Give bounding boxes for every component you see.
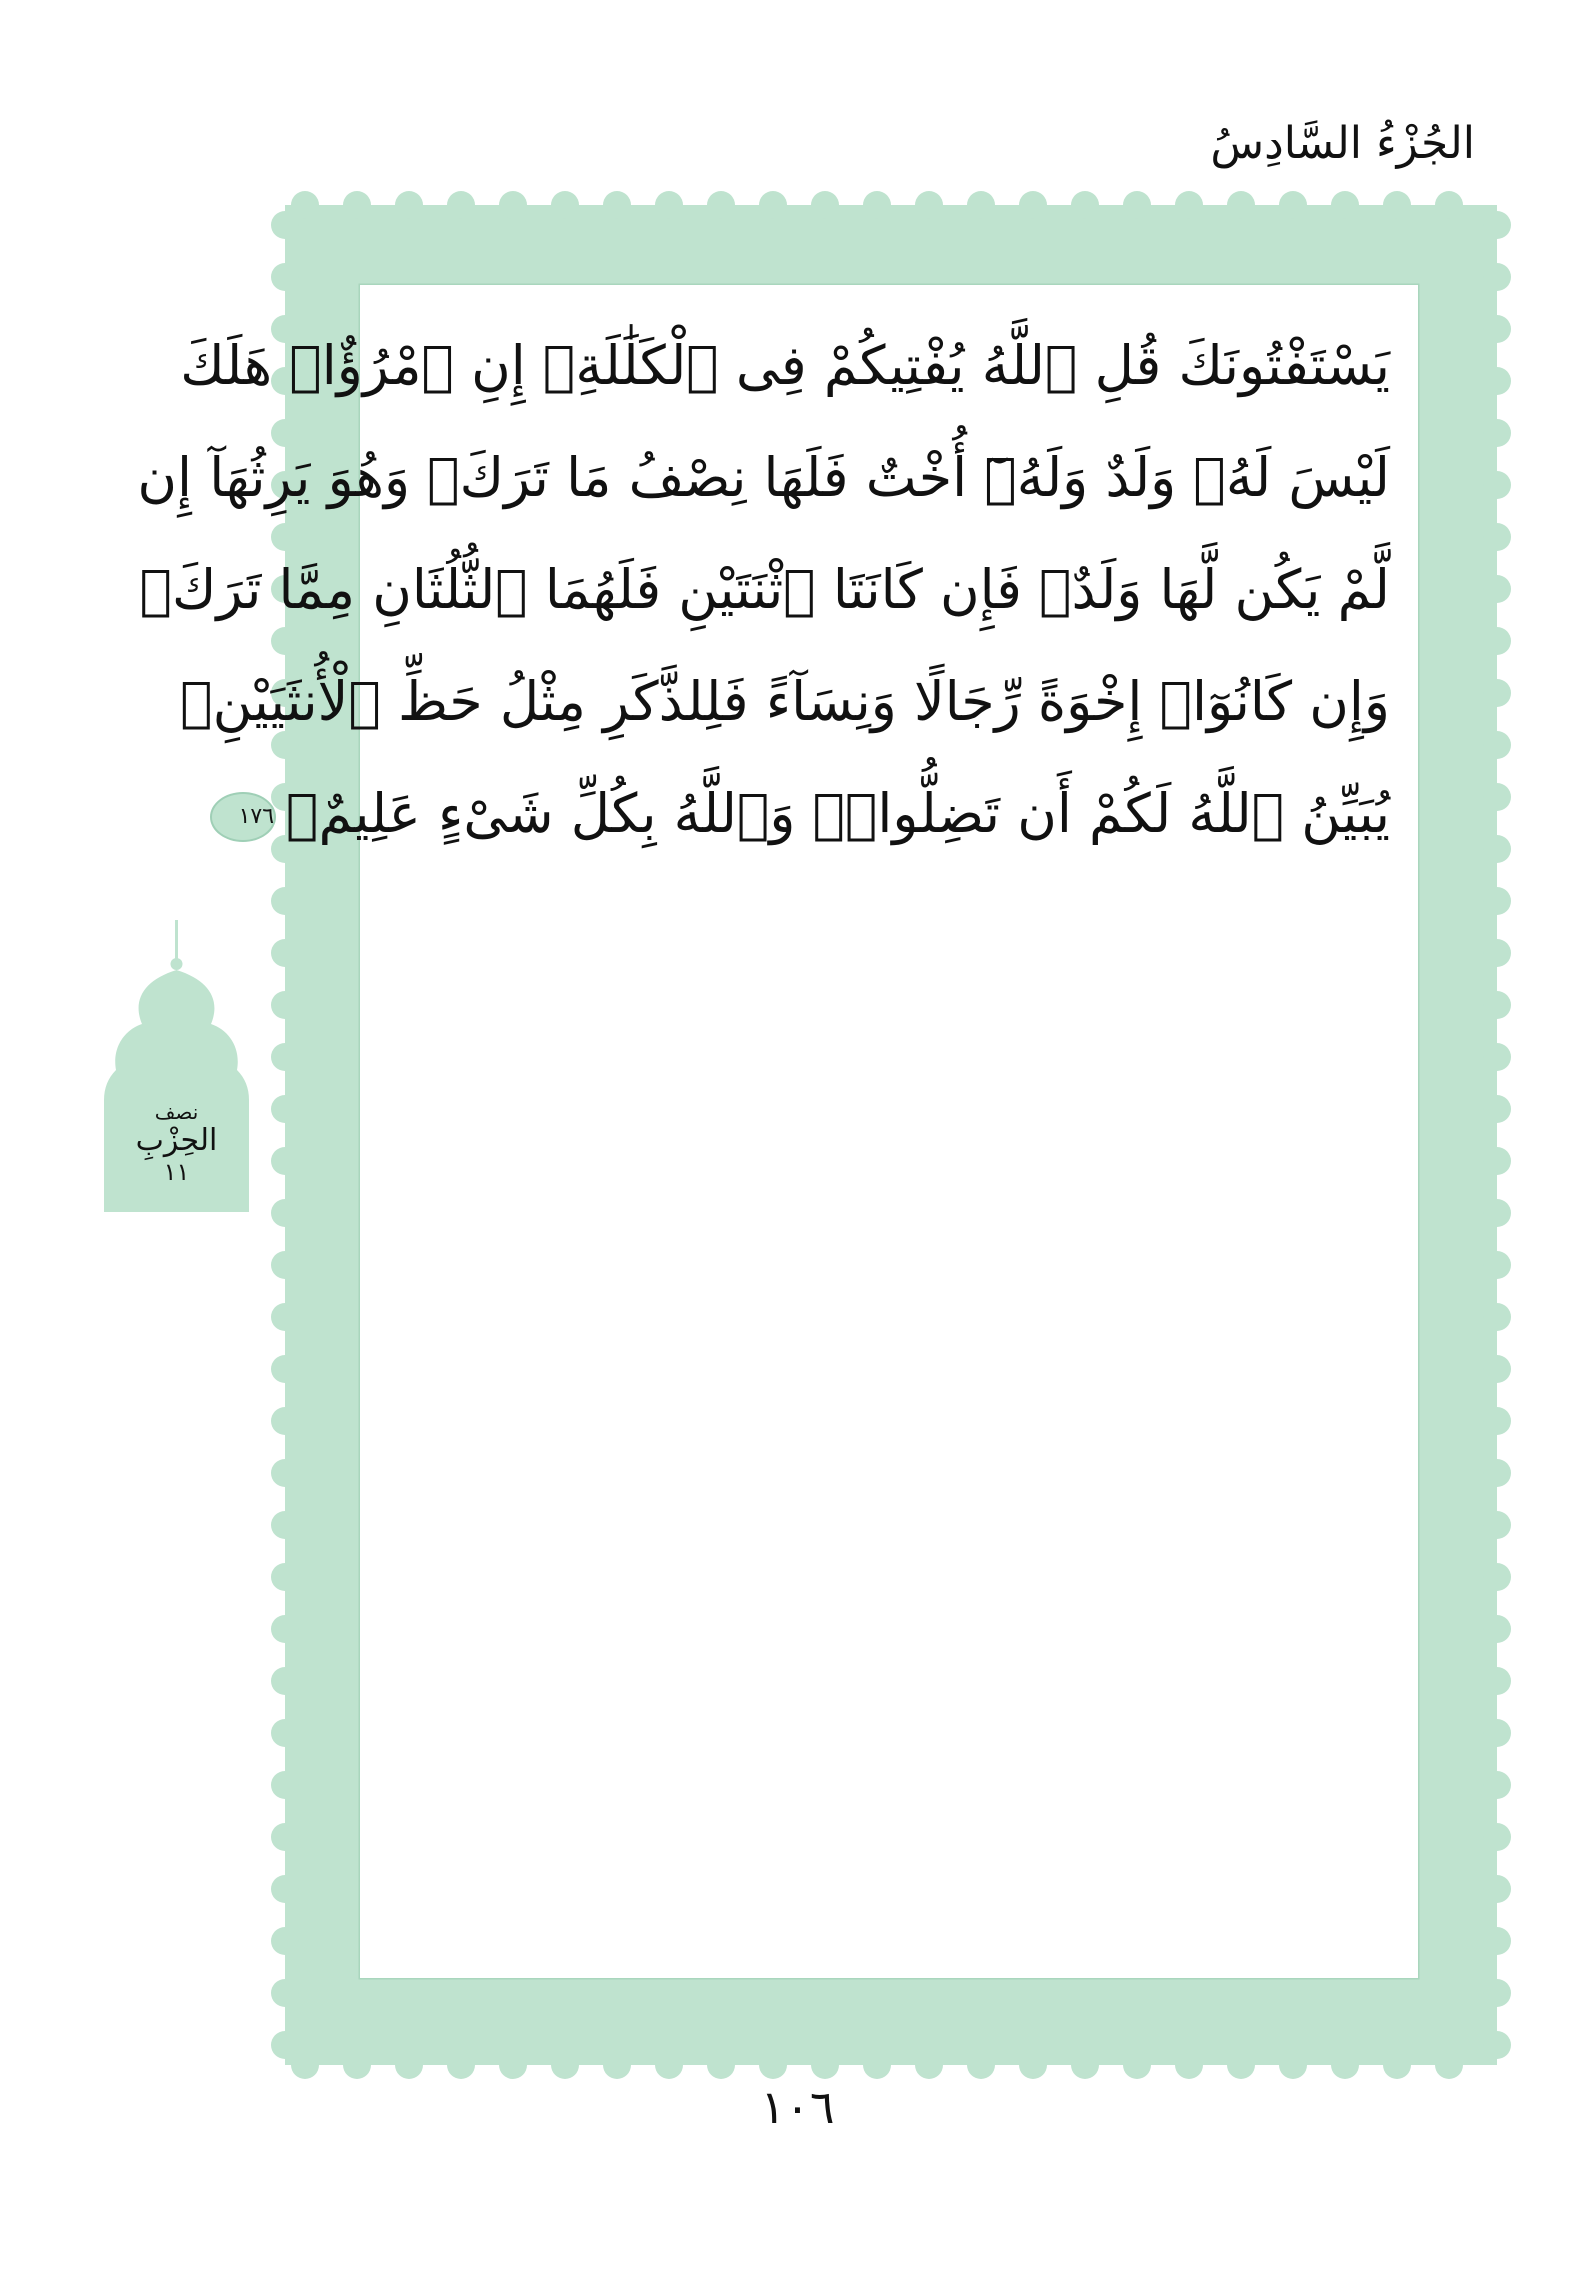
verse-line-5 — [238, 758, 1390, 870]
verse-line-5-text: يُبَيِّنُ ٱللَّهُ لَكُمْ أَن تَضِلُّوا۟ۗ وَٱللَّهُ بِكُلِّ شَىْءٍ عَلِيمٌۢ — [286, 782, 1390, 845]
verse-line-1: يَسْتَفْتُونَكَ قُلِ ٱللَّهُ يُفْتِيكُمْ فِى ٱلْكَلَٰلَةِۚ إِنِ ٱمْرُؤٌا۟ هَلَكَ — [180, 334, 1390, 397]
verse-line-4: وَإِن كَانُوٓا۟ إِخْوَةً رِّجَالًا وَنِسَآءً فَلِلذَّكَرِ مِثْلُ حَظِّ ٱلْأُنثَيَيْنِۗ — [180, 670, 1390, 733]
verse-line-2: لَيْسَ لَهُۥ وَلَدٌ وَلَهُۥٓ أُخْتٌ فَلَهَا نِصْفُ مَا تَرَكَۚ وَهُوَ يَرِثُهَآ إِن — [137, 446, 1390, 509]
juz-title: الجُزْءُ السَّادِسُ — [1210, 118, 1475, 169]
page-number: ١٠٦ — [760, 2080, 835, 2134]
hizb-number: ١١ — [163, 1158, 190, 1186]
verse-block — [137, 310, 1390, 870]
hizb-label-small: نصف — [154, 1100, 199, 1124]
ayah-number-marker: ١٧٦ — [210, 792, 276, 842]
verse-line-3: لَّمْ يَكُن لَّهَا وَلَدٌۚ فَإِن كَانَتَا ٱثْنَتَيْنِ فَلَهُمَا ٱلثُّلُثَانِ مِمَّا تَرَكَۚ — [139, 558, 1390, 621]
hizb-label-main: الحِزْبِ — [135, 1123, 218, 1158]
hizb-marker — [104, 1100, 249, 1186]
